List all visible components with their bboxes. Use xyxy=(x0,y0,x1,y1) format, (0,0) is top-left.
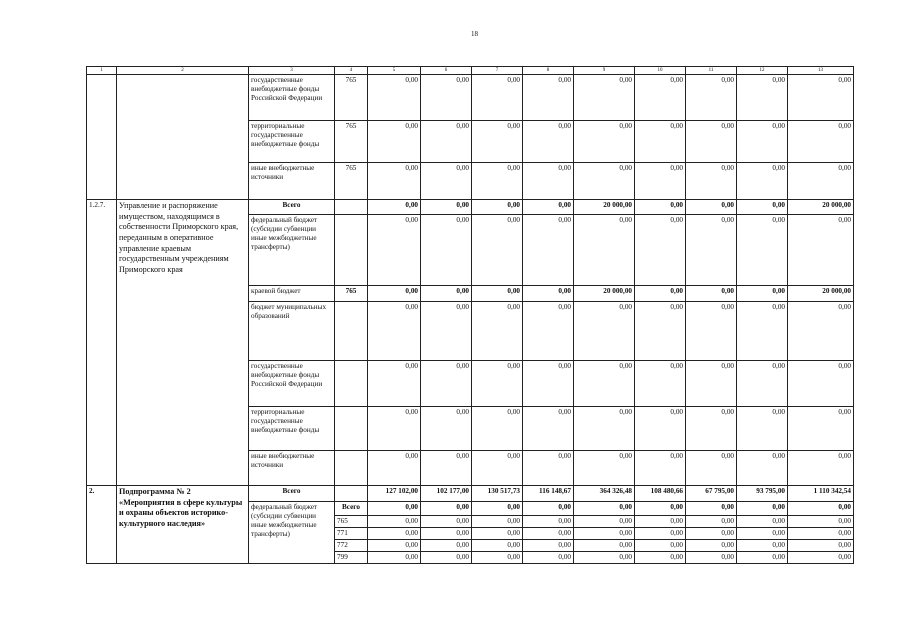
value-cell: 0,00 xyxy=(368,286,421,302)
value-cell: 0,00 xyxy=(421,163,472,200)
value-cell: 0,00 xyxy=(472,361,523,407)
value-cell: 0,00 xyxy=(686,451,737,486)
page-number: 18 xyxy=(471,30,478,38)
value-cell: 0,00 xyxy=(788,215,854,286)
code-cell: 772 xyxy=(335,540,368,552)
value-cell: 0,00 xyxy=(737,200,788,215)
value-cell: 0,00 xyxy=(635,540,686,552)
code-cell: 765 xyxy=(335,516,368,528)
value-cell: 0,00 xyxy=(472,75,523,121)
column-header: 7 xyxy=(472,67,523,75)
code-cell xyxy=(335,215,368,286)
value-cell: 0,00 xyxy=(574,121,635,163)
value-cell: 0,00 xyxy=(635,407,686,451)
value-cell: 0,00 xyxy=(686,286,737,302)
value-cell: 1 110 342,54 xyxy=(788,486,854,502)
code-cell xyxy=(335,451,368,486)
value-cell: 67 795,00 xyxy=(686,486,737,502)
value-cell: 0,00 xyxy=(368,540,421,552)
value-cell: 20 000,00 xyxy=(574,286,635,302)
value-cell: 0,00 xyxy=(368,163,421,200)
value-cell: 0,00 xyxy=(574,215,635,286)
value-cell: 0,00 xyxy=(635,516,686,528)
value-cell: 0,00 xyxy=(686,516,737,528)
value-cell: 0,00 xyxy=(368,302,421,361)
value-cell: 0,00 xyxy=(472,540,523,552)
total-label-cell: Всего xyxy=(249,200,335,215)
value-cell: 0,00 xyxy=(523,540,574,552)
value-cell: 0,00 xyxy=(368,121,421,163)
value-cell: 0,00 xyxy=(472,286,523,302)
value-cell: 0,00 xyxy=(635,552,686,564)
value-cell: 0,00 xyxy=(421,286,472,302)
value-cell: 0,00 xyxy=(686,163,737,200)
value-cell: 0,00 xyxy=(737,451,788,486)
value-cell: 0,00 xyxy=(523,121,574,163)
value-cell: 0,00 xyxy=(472,516,523,528)
column-header: 10 xyxy=(635,67,686,75)
value-cell: 0,00 xyxy=(523,516,574,528)
row-number-cell: 2. xyxy=(87,486,117,564)
column-header: 12 xyxy=(737,67,788,75)
value-cell: 0,00 xyxy=(368,451,421,486)
value-cell: 0,00 xyxy=(421,361,472,407)
value-cell: 0,00 xyxy=(368,502,421,516)
value-cell: 0,00 xyxy=(686,200,737,215)
value-cell: 0,00 xyxy=(574,407,635,451)
value-cell: 0,00 xyxy=(472,200,523,215)
value-cell: 0,00 xyxy=(421,502,472,516)
value-cell: 0,00 xyxy=(523,451,574,486)
value-cell: 0,00 xyxy=(635,163,686,200)
value-cell: 0,00 xyxy=(635,75,686,121)
value-cell: 0,00 xyxy=(788,163,854,200)
value-cell: 0,00 xyxy=(523,286,574,302)
column-header: 13 xyxy=(788,67,854,75)
value-cell: 130 517,73 xyxy=(472,486,523,502)
value-cell: 364 326,48 xyxy=(574,486,635,502)
value-cell: 0,00 xyxy=(686,75,737,121)
value-cell: 0,00 xyxy=(472,451,523,486)
value-cell: 116 148,67 xyxy=(523,486,574,502)
code-cell xyxy=(335,407,368,451)
value-cell: 0,00 xyxy=(368,361,421,407)
value-cell: 0,00 xyxy=(788,552,854,564)
source-cell: иные внебюджетные источники xyxy=(249,451,335,486)
value-cell: 0,00 xyxy=(686,552,737,564)
value-cell: 127 102,00 xyxy=(368,486,421,502)
value-cell: 0,00 xyxy=(788,407,854,451)
value-cell: 0,00 xyxy=(421,540,472,552)
value-cell: 0,00 xyxy=(523,200,574,215)
value-cell: 0,00 xyxy=(472,528,523,540)
value-cell: 0,00 xyxy=(686,121,737,163)
value-cell: 0,00 xyxy=(788,528,854,540)
value-cell: 0,00 xyxy=(574,361,635,407)
source-cell: территориальные государственные внебюджетные фонды xyxy=(249,407,335,451)
value-cell: 0,00 xyxy=(523,361,574,407)
value-cell: 0,00 xyxy=(421,215,472,286)
value-cell: 20 000,00 xyxy=(788,286,854,302)
value-cell: 0,00 xyxy=(472,215,523,286)
row-title-cell: Подпрограмма № 2 «Мероприятия в сфере культуры и охраны объектов историко-культурного наследия» xyxy=(117,486,249,564)
column-header: 5 xyxy=(368,67,421,75)
value-cell: 0,00 xyxy=(574,516,635,528)
value-cell: 0,00 xyxy=(635,502,686,516)
code-cell: Всего xyxy=(335,502,368,516)
value-cell: 0,00 xyxy=(788,502,854,516)
column-header: 4 xyxy=(335,67,368,75)
code-cell xyxy=(335,361,368,407)
value-cell: 0,00 xyxy=(686,528,737,540)
row-title-cell: Управление и распоряжение имуществом, находящимся в собственности Приморского края, переданным в оперативное управление краевым государственным учреждениям Приморского края xyxy=(117,200,249,486)
code-cell: 771 xyxy=(335,528,368,540)
column-header: 1 xyxy=(87,67,117,75)
value-cell: 0,00 xyxy=(686,302,737,361)
value-cell: 0,00 xyxy=(737,552,788,564)
value-cell: 0,00 xyxy=(421,200,472,215)
value-cell: 0,00 xyxy=(421,75,472,121)
value-cell: 0,00 xyxy=(472,121,523,163)
value-cell: 0,00 xyxy=(788,540,854,552)
value-cell: 0,00 xyxy=(635,528,686,540)
column-header: 3 xyxy=(249,67,335,75)
row-number-cell xyxy=(87,75,117,200)
code-cell: 765 xyxy=(335,286,368,302)
value-cell: 0,00 xyxy=(574,75,635,121)
budget-table xyxy=(86,66,854,564)
row-title-cell xyxy=(117,75,249,200)
value-cell: 0,00 xyxy=(635,200,686,215)
value-cell: 0,00 xyxy=(574,302,635,361)
column-header-row xyxy=(87,67,854,75)
value-cell: 20 000,00 xyxy=(574,200,635,215)
value-cell: 93 795,00 xyxy=(737,486,788,502)
value-cell: 0,00 xyxy=(737,502,788,516)
column-header: 8 xyxy=(523,67,574,75)
value-cell: 0,00 xyxy=(368,407,421,451)
source-cell: краевой бюджет xyxy=(249,286,335,302)
value-cell: 0,00 xyxy=(421,121,472,163)
code-cell: 765 xyxy=(335,163,368,200)
value-cell: 0,00 xyxy=(523,552,574,564)
value-cell: 0,00 xyxy=(635,361,686,407)
value-cell: 0,00 xyxy=(368,215,421,286)
source-cell: территориальные государственные внебюджетные фонды xyxy=(249,121,335,163)
source-cell: федеральный бюджет (субсидии субвенции иные межбюджетные трансферты) xyxy=(249,215,335,286)
value-cell: 0,00 xyxy=(574,528,635,540)
value-cell: 0,00 xyxy=(574,540,635,552)
code-cell xyxy=(335,302,368,361)
value-cell: 0,00 xyxy=(368,552,421,564)
value-cell: 0,00 xyxy=(574,163,635,200)
code-cell xyxy=(335,486,368,502)
value-cell: 0,00 xyxy=(737,75,788,121)
value-cell: 0,00 xyxy=(368,528,421,540)
source-cell: государственные внебюджетные фонды Российской Федерации xyxy=(249,75,335,121)
total-label-cell: Всего xyxy=(249,486,335,502)
column-header: 2 xyxy=(117,67,249,75)
code-cell xyxy=(335,200,368,215)
value-cell: 0,00 xyxy=(737,528,788,540)
value-cell: 0,00 xyxy=(788,75,854,121)
value-cell: 0,00 xyxy=(737,302,788,361)
value-cell: 0,00 xyxy=(737,121,788,163)
value-cell: 0,00 xyxy=(574,552,635,564)
value-cell: 0,00 xyxy=(523,75,574,121)
table-row xyxy=(87,75,854,121)
value-cell: 0,00 xyxy=(635,451,686,486)
value-cell: 0,00 xyxy=(737,286,788,302)
value-cell: 0,00 xyxy=(421,528,472,540)
value-cell: 0,00 xyxy=(737,516,788,528)
value-cell: 0,00 xyxy=(737,407,788,451)
value-cell: 0,00 xyxy=(472,552,523,564)
value-cell: 0,00 xyxy=(635,215,686,286)
column-header: 6 xyxy=(421,67,472,75)
source-cell: бюджет муниципальных образований xyxy=(249,302,335,361)
value-cell: 0,00 xyxy=(737,540,788,552)
value-cell: 0,00 xyxy=(635,302,686,361)
value-cell: 0,00 xyxy=(421,516,472,528)
code-cell: 799 xyxy=(335,552,368,564)
value-cell: 0,00 xyxy=(472,163,523,200)
code-cell: 765 xyxy=(335,75,368,121)
source-cell: федеральный бюджет (субсидии субвенции иные межбюджетные трансферты) xyxy=(249,502,335,564)
value-cell: 0,00 xyxy=(368,200,421,215)
value-cell: 0,00 xyxy=(421,552,472,564)
value-cell: 0,00 xyxy=(368,516,421,528)
code-cell: 765 xyxy=(335,121,368,163)
value-cell: 0,00 xyxy=(472,502,523,516)
value-cell: 0,00 xyxy=(523,528,574,540)
value-cell: 0,00 xyxy=(686,361,737,407)
value-cell: 0,00 xyxy=(523,215,574,286)
value-cell: 0,00 xyxy=(635,286,686,302)
value-cell: 0,00 xyxy=(472,302,523,361)
value-cell: 0,00 xyxy=(737,215,788,286)
column-header: 9 xyxy=(574,67,635,75)
value-cell: 0,00 xyxy=(574,502,635,516)
value-cell: 0,00 xyxy=(737,163,788,200)
value-cell: 0,00 xyxy=(686,215,737,286)
value-cell: 0,00 xyxy=(686,540,737,552)
value-cell: 0,00 xyxy=(788,451,854,486)
table-row xyxy=(87,486,854,502)
value-cell: 0,00 xyxy=(523,302,574,361)
table-row xyxy=(87,200,854,215)
value-cell: 0,00 xyxy=(421,302,472,361)
value-cell: 0,00 xyxy=(686,407,737,451)
value-cell: 0,00 xyxy=(368,75,421,121)
value-cell: 0,00 xyxy=(523,163,574,200)
value-cell: 108 480,66 xyxy=(635,486,686,502)
value-cell: 20 000,00 xyxy=(788,200,854,215)
value-cell: 0,00 xyxy=(788,302,854,361)
source-cell: государственные внебюджетные фонды Российской Федерации xyxy=(249,361,335,407)
value-cell: 0,00 xyxy=(523,502,574,516)
value-cell: 0,00 xyxy=(737,361,788,407)
value-cell: 0,00 xyxy=(788,121,854,163)
value-cell: 0,00 xyxy=(574,451,635,486)
value-cell: 0,00 xyxy=(686,502,737,516)
value-cell: 0,00 xyxy=(421,407,472,451)
value-cell: 0,00 xyxy=(635,121,686,163)
column-header: 11 xyxy=(686,67,737,75)
source-cell: иные внебюджетные источники xyxy=(249,163,335,200)
value-cell: 0,00 xyxy=(788,361,854,407)
value-cell: 0,00 xyxy=(472,407,523,451)
value-cell: 102 177,00 xyxy=(421,486,472,502)
row-number-cell: 1.2.7. xyxy=(87,200,117,486)
value-cell: 0,00 xyxy=(788,516,854,528)
value-cell: 0,00 xyxy=(523,407,574,451)
value-cell: 0,00 xyxy=(421,451,472,486)
